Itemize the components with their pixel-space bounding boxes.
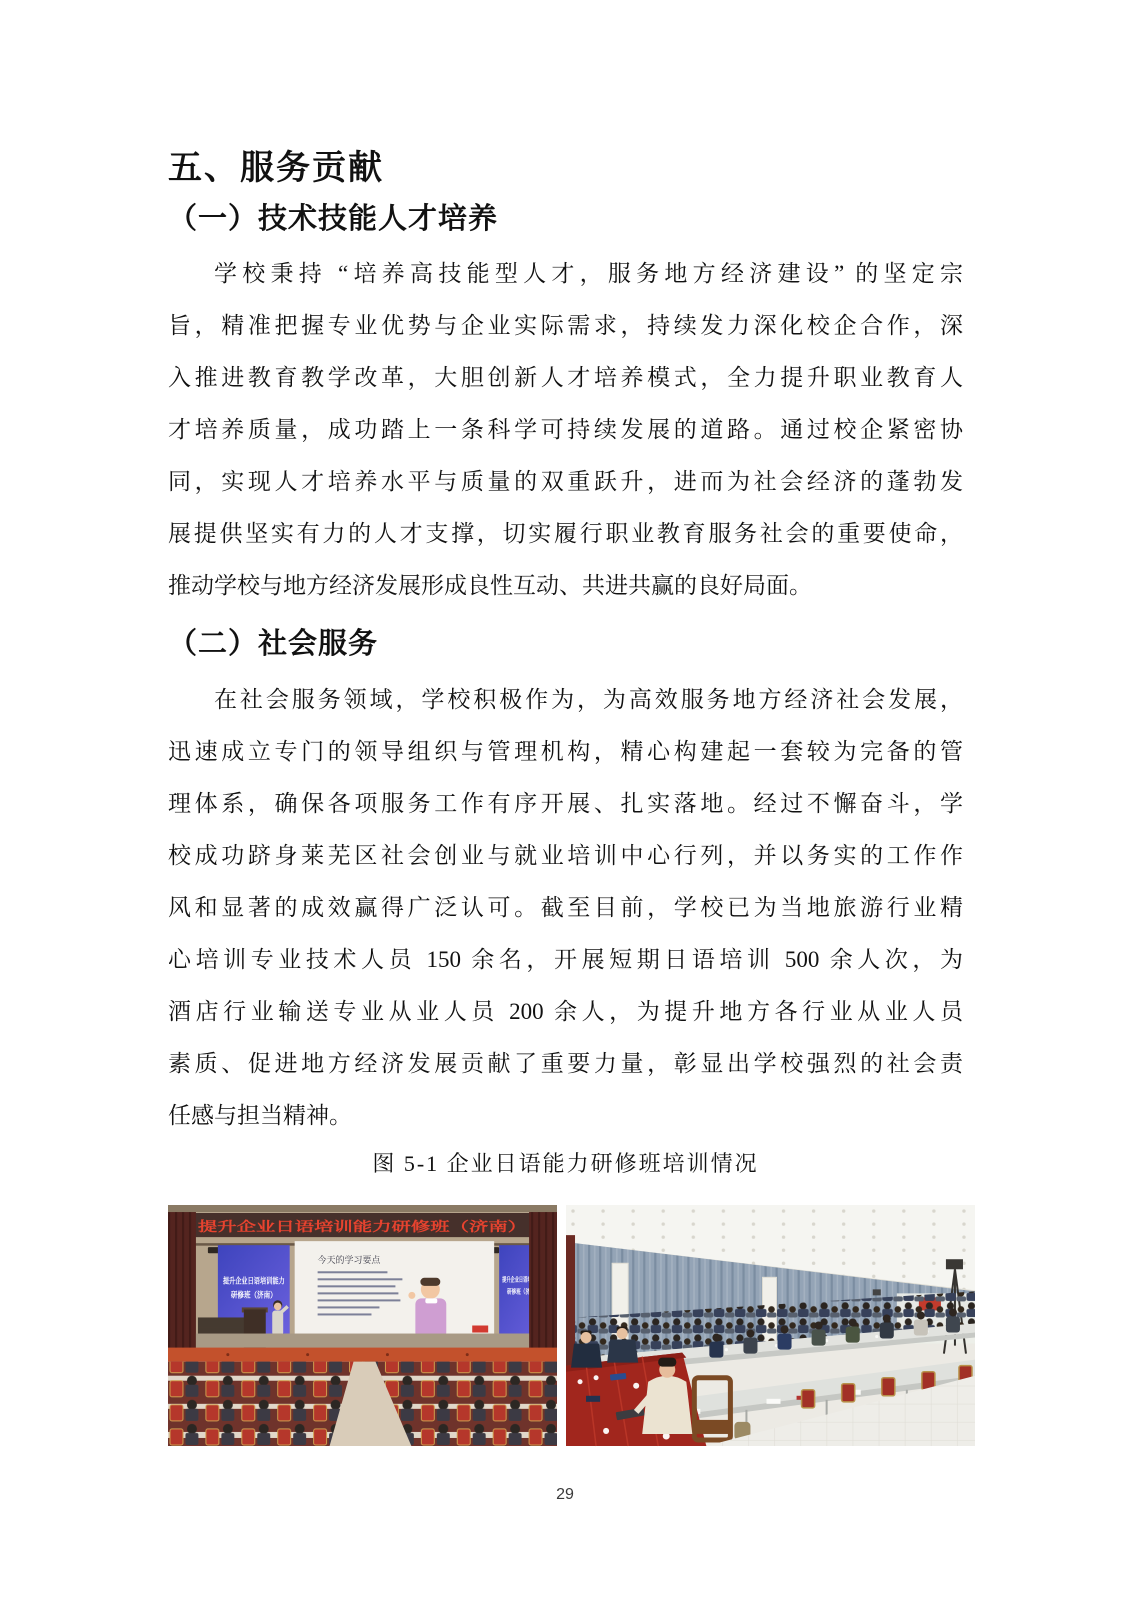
text-line: 才培养质量，成功踏上一条科学可持续发展的道路。通过校企紧密协 <box>168 417 963 443</box>
text-line: 在社会服务领域，学校积极作为，为高效服务地方经济社会发展， <box>214 686 963 712</box>
photo-conference-room <box>566 1205 975 1446</box>
text-line: 同，实现人才培养水平与质量的双重跃升，进而为社会经济的蓬勃发 <box>168 469 963 495</box>
svg-text:提升企业日语培训能力: 提升企业日语培训能力 <box>222 1276 303 1286</box>
text-line: 风和显著的成效赢得广泛认可。截至目前，学校已为当地旅游行业精 <box>168 894 963 920</box>
text-line: 学校秉持 “培养高技能型人才，服务地方经济建设” 的坚定宗 <box>214 261 963 287</box>
slide-title: 今天的学习要点 <box>317 1255 381 1266</box>
text-line: 入推进教育教学改革，大胆创新人才培养模式，全力提升职业教育人 <box>168 365 963 391</box>
photo-auditorium-graphic <box>168 1205 557 1446</box>
text-line: 展提供坚实有力的人才支撑，切实履行职业教育服务社会的重要使命， <box>168 521 963 547</box>
text-line: 迅速成立专门的领导组织与管理机构，精心构建起一套较为完备的管 <box>168 738 963 764</box>
text-line: 校成功跻身莱芜区社会创业与就业培训中心行列，并以务实的工作作 <box>168 842 963 868</box>
banner-text: 提升企业日语培训能力研修班（济南） <box>197 1219 528 1235</box>
stage-floor <box>196 1334 529 1348</box>
text-line: 任感与担当精神。 <box>168 1102 352 1128</box>
subheading-social-service: （二）社会服务 <box>168 628 379 661</box>
figure-photos <box>168 1205 975 1446</box>
photo-auditorium <box>168 1205 557 1446</box>
text-line: 素质、促进地方经济发展贡献了重要力量，彰显出学校强烈的社会责 <box>168 1050 963 1076</box>
subheading-talent-cultivation: （一）技术技能人才培养 <box>168 202 499 235</box>
page-number: 29 <box>556 1486 574 1503</box>
paragraph-talent-cultivation <box>168 248 963 612</box>
text-line: 理体系，确保各项服务工作有序开展、扎实落地。经过不懈奋斗，学 <box>168 790 963 816</box>
text-line: 旨，精准把握专业优势与企业实际需求，持续发力深化校企合作，深 <box>168 313 963 339</box>
auditorium-banner <box>192 1213 533 1237</box>
text-line: 心培训专业技术人员 150 余名，开展短期日语培训 500 余人次，为 <box>168 946 963 972</box>
stage-curtain-left <box>168 1212 196 1358</box>
audience-area <box>168 1362 557 1446</box>
photo-conference-graphic <box>566 1205 975 1446</box>
stage-front <box>168 1348 557 1362</box>
text-line: 酒店行业输送专业从业人员 200 余人，为提升地方各行业从业人员 <box>168 998 963 1024</box>
center-screen <box>295 1242 494 1339</box>
slide-logo <box>472 1326 488 1333</box>
text-line: 推动学校与地方经济发展形成良性互动、共进共赢的良好局面。 <box>168 573 812 599</box>
figure-caption: 图 5-1 企业日语能力研修班培训情况 <box>372 1150 759 1176</box>
stage-curtain-right <box>529 1212 557 1358</box>
svg-text:研修班（济南）: 研修班（济南） <box>230 1290 287 1300</box>
paragraph-social-service <box>168 674 963 1142</box>
section-heading-service-contribution: 五、服务贡献 <box>168 150 384 187</box>
